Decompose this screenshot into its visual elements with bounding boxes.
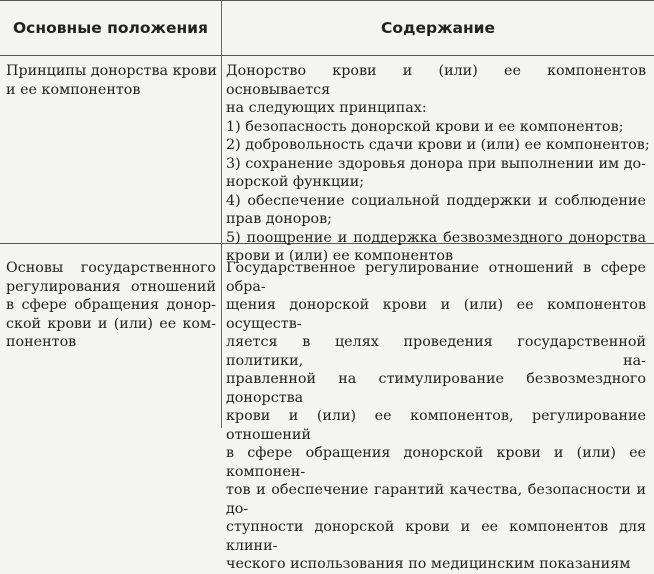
row1-left-cell bbox=[6, 62, 216, 99]
row2-right-cell bbox=[226, 259, 646, 574]
row2-left-line: понентов bbox=[6, 334, 77, 350]
row2-left-cell bbox=[6, 259, 216, 352]
row1-right-line: прав доноров; bbox=[226, 211, 332, 227]
row2-right-line: правленной на стимулирование безвозмездного донорства bbox=[226, 371, 646, 406]
row2-right-line: ляется в целях проведения государственной политики, на- bbox=[226, 334, 646, 369]
row1-right-line: норской функции; bbox=[226, 174, 365, 190]
row1-right-line: 1) безопасность донорской крови и ее компонентов; bbox=[226, 118, 624, 135]
row1-right-line: 2) добровольность сдачи крови и (или) ее компонентов; bbox=[226, 137, 650, 153]
row2-left-line: в сфере обращения донор- bbox=[6, 297, 216, 313]
row2-left-line: Основы государственного bbox=[6, 260, 216, 276]
header-content: Содержание bbox=[380, 18, 496, 37]
row1-right-line: 3) сохранение здоровья донора при выполнении им до- bbox=[226, 155, 646, 172]
row2-right-line: в сфере обращения донорской крови и (или) ее компонен- bbox=[226, 445, 646, 480]
row2-left-line: регулирования отношений bbox=[6, 278, 216, 295]
row1-left-line: Принципы донорства крови bbox=[6, 63, 217, 79]
row1-right-line: на следующих принципах: bbox=[226, 100, 427, 116]
row2-left-line: ской крови и (или) ее ком- bbox=[6, 315, 216, 332]
row1-right-cell bbox=[226, 62, 650, 266]
row2-right-line: крови и (или) ее компонентов, регулирование отношений bbox=[226, 408, 646, 443]
header-main-provisions: Основные положения bbox=[13, 18, 208, 37]
row1-right-line: 4) обеспечение социальной поддержки и соблюдение bbox=[226, 192, 646, 209]
row1-right-line: крови и (или) ее компонентов bbox=[226, 248, 454, 264]
row2-right-line: щения донорской крови и (или) ее компонентов осуществ- bbox=[226, 297, 646, 332]
row1-right-line: Донорство крови и (или) ее компонентов основывается bbox=[226, 63, 646, 98]
row2-right-line: ступности донорской крови и ее компонентов для клини- bbox=[226, 519, 646, 554]
row1-left-line: и ее компонентов bbox=[6, 81, 141, 98]
row1-right-line: 5) поощрение и поддержка безвозмездного донорства bbox=[226, 229, 646, 246]
column-divider bbox=[221, 0, 222, 428]
header-divider bbox=[0, 55, 654, 56]
row2-right-line: ческого использования по медицинским показаниям bbox=[226, 556, 631, 572]
row2-right-line: тов и обеспечение гарантий качества, безопасности и до- bbox=[226, 482, 646, 517]
row2-right-line: Государственное регулирование отношений в сфере обра- bbox=[226, 260, 646, 295]
